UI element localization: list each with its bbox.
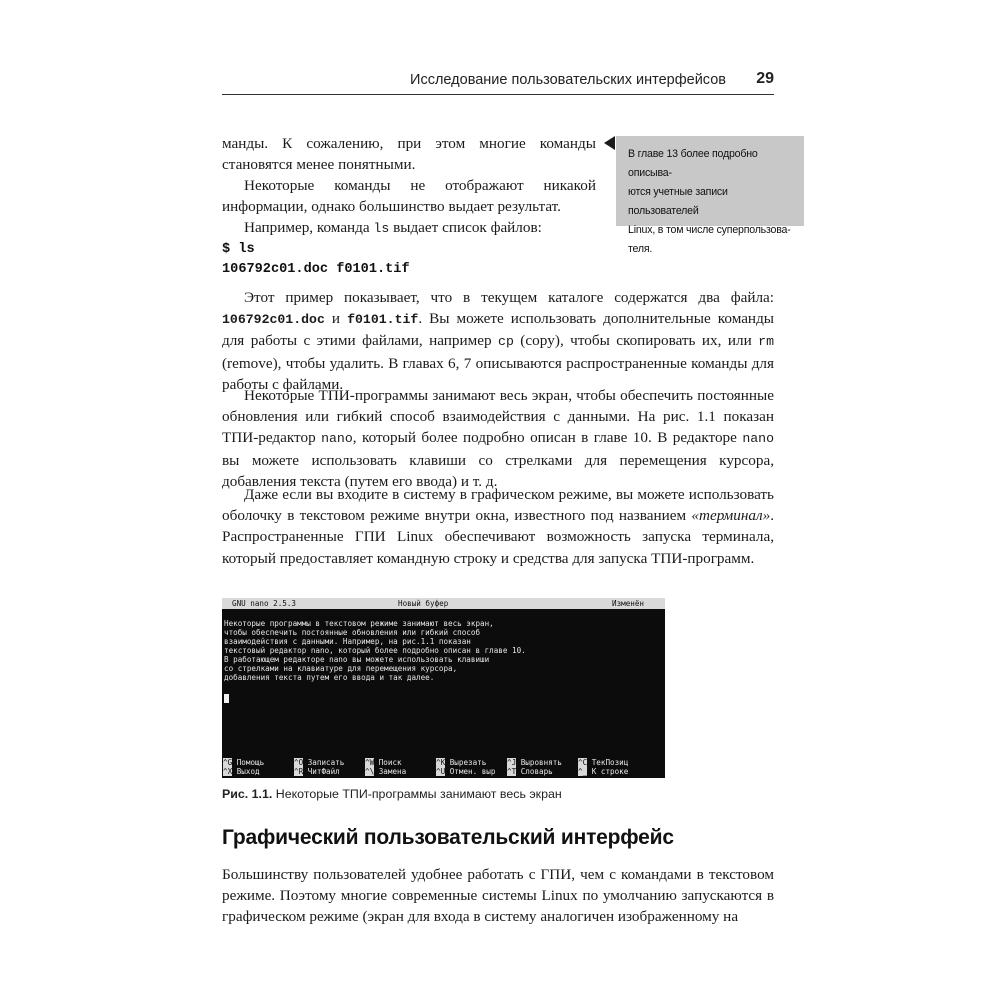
shortcut-key: ^J — [507, 758, 517, 767]
section-heading: Графический пользовательский интерфейс — [222, 826, 674, 849]
inline-code-filename-doc: 106792c01.doc — [222, 312, 325, 328]
shortcut-label: Записать — [307, 758, 345, 767]
nano-modified-status: Изменён — [612, 599, 645, 608]
figure-caption-text: Некоторые ТПИ-программы занимают весь экран — [272, 787, 562, 801]
paragraph-2: Некоторые команды не отображают никакой информации, однако большинство выдает результат. — [222, 177, 596, 216]
paragraph-6-text-b: . Распространенные ГПИ Linux обеспечивают возможность запуска терминала, который предоставляет командную строку и средства для запуска ТПИ-программ. — [222, 507, 774, 567]
nano-shortcut — [365, 758, 402, 767]
inline-code-ls: ls — [373, 221, 390, 236]
nano-text-line: добавления текста путем его ввода и так далее. — [224, 673, 435, 682]
paragraph-3-text-a: Например, команда — [244, 219, 374, 236]
inline-code-cp: cp — [498, 334, 514, 350]
paragraph-5 — [222, 385, 774, 492]
nano-text-line: чтобы обеспечить постоянные обновления или гибкий способ — [224, 628, 481, 637]
paragraph-4-text-c: (copy), чтобы скопировать их, или — [513, 332, 759, 350]
inline-code-rm: rm — [758, 334, 774, 350]
paragraph-5-text-a: Некоторые ТПИ-программы занимают весь экран, чтобы обеспечить постоянные обновления или гибкий способ взаимодействия с данными. На рис. 1.1 показан ТПИ-редактор — [222, 387, 774, 447]
shortcut-label: Выход — [236, 767, 260, 776]
nano-shortcut — [436, 767, 495, 776]
shortcut-label: Помощь — [236, 758, 265, 767]
header-title: Исследование пользовательских интерфейсов — [410, 72, 726, 88]
side-note-arrow-icon — [604, 136, 615, 150]
nano-shortcut — [578, 758, 628, 767]
shortcut-label: Вырезать — [449, 758, 487, 767]
code-command: $ ls — [222, 242, 255, 257]
nano-shortcut — [436, 758, 486, 767]
paragraph-6-text-a: Даже если вы входите в систему в графическом режиме, вы можете использовать оболочку в текстовом режиме внутри окна, известного под названием — [222, 486, 774, 525]
nano-text-line: со стрелками на клавиатуре для перемещения курсора, — [224, 664, 458, 673]
shortcut-key: ^W — [365, 758, 375, 767]
shortcut-label: Замена — [378, 767, 407, 776]
nano-shortcut — [578, 767, 628, 776]
paragraph-4 — [222, 287, 774, 395]
paragraph-5-text-b: , который более подробно описан в главе 10. В редакторе — [352, 429, 743, 447]
figure-label: Рис. 1.1. — [222, 787, 273, 801]
emphasis-terminal: «терминал» — [691, 507, 771, 525]
shortcut-label: Выровнять — [520, 758, 562, 767]
side-note — [616, 136, 804, 255]
nano-shortcut — [365, 767, 406, 776]
page-number: 29 — [756, 70, 774, 87]
paragraph-5-text-c: вы можете использовать клавиши со стрелками для перемещения курсора, добавления текста (путем его ввода) и т. д. — [222, 451, 774, 490]
shortcut-label: ЧитФайл — [307, 767, 340, 776]
paragraph-4-text-d: (remove), чтобы удалить. В главах 6, 7 описываются распространенные команды для работы с файлами. — [222, 354, 774, 393]
nano-buffer-name: Новый буфер — [398, 599, 449, 608]
shortcut-key: ^U — [436, 767, 446, 776]
shortcut-key: ^K — [436, 758, 446, 767]
nano-shortcut — [294, 758, 344, 767]
running-header — [222, 70, 774, 95]
nano-text-line: взаимодействия с данными. Например, на рис.1.1 показан — [224, 637, 471, 646]
shortcut-key: ^O — [294, 758, 304, 767]
paragraph-4-text-a: Этот пример показывает, что в текущем каталоге содержатся два файла: — [244, 289, 774, 306]
side-note-line: теля. — [628, 243, 653, 255]
paragraph-7: Большинству пользователей удобнее работать с ГПИ, чем с командами в текстовом режиме. Поэтому многие современные системы Linux по умолчанию запускаются в графическом режиме (экран для входа в систему аналогичен изображенному на — [222, 866, 774, 926]
shortcut-key: ^T — [507, 767, 517, 776]
nano-text-line: Некоторые программы в текстовом режиме занимают весь экран, — [224, 619, 494, 628]
shortcut-label: ТекПозиц — [591, 758, 629, 767]
shortcut-key: ^R — [294, 767, 304, 776]
paragraph-4-and: и — [324, 310, 348, 328]
paragraph-3-text-b: выдает список файлов: — [389, 219, 542, 236]
nano-shortcut — [223, 767, 260, 776]
nano-shortcut — [507, 767, 553, 776]
nano-app-version: GNU nano 2.5.3 — [232, 599, 297, 608]
figure-caption — [222, 787, 562, 801]
shortcut-key: ^X — [223, 767, 233, 776]
shortcut-key: ^C — [578, 758, 588, 767]
nano-shortcut — [294, 767, 340, 776]
shortcut-label: К строке — [591, 767, 629, 776]
side-note-line: ются учетные записи пользователей — [628, 186, 728, 217]
shortcut-label: Отмен. выр — [449, 767, 496, 776]
nano-terminal-screenshot — [222, 598, 665, 778]
nano-text-line: В работающем редакторе nano вы можете использовать клавиши — [224, 655, 490, 664]
nano-cursor — [224, 694, 229, 703]
inline-code-nano: nano — [742, 431, 774, 447]
paragraph-6 — [222, 484, 774, 569]
side-note-line: Linux, в том числе суперпользова- — [628, 224, 791, 236]
paragraph-4-text-b: . Вы можете использовать дополнительные команды для работы с этими файлами, например — [222, 310, 774, 350]
shortcut-key: ^G — [223, 758, 233, 767]
nano-shortcut — [223, 758, 264, 767]
code-output: 106792c01.doc f0101.tif — [222, 262, 410, 277]
paragraph-1: манды. К сожалению, при этом многие команды становятся менее понятными. — [222, 135, 596, 174]
nano-title-bar — [222, 598, 665, 609]
inline-code-nano: nano — [321, 431, 353, 447]
nano-text-line: текстовый редактор nano, который более подробно описан в главе 10. — [224, 646, 526, 655]
shortcut-label: Поиск — [378, 758, 402, 767]
shortcut-key: ^\ — [365, 767, 375, 776]
nano-shortcut — [507, 758, 562, 767]
inline-code-filename-tif: f0101.tif — [347, 312, 419, 328]
shortcut-key: ^_ — [578, 767, 588, 776]
shortcut-label: Словарь — [520, 767, 553, 776]
side-note-line: В главе 13 более подробно описыва- — [628, 148, 758, 179]
paragraph-3 — [222, 217, 596, 239]
